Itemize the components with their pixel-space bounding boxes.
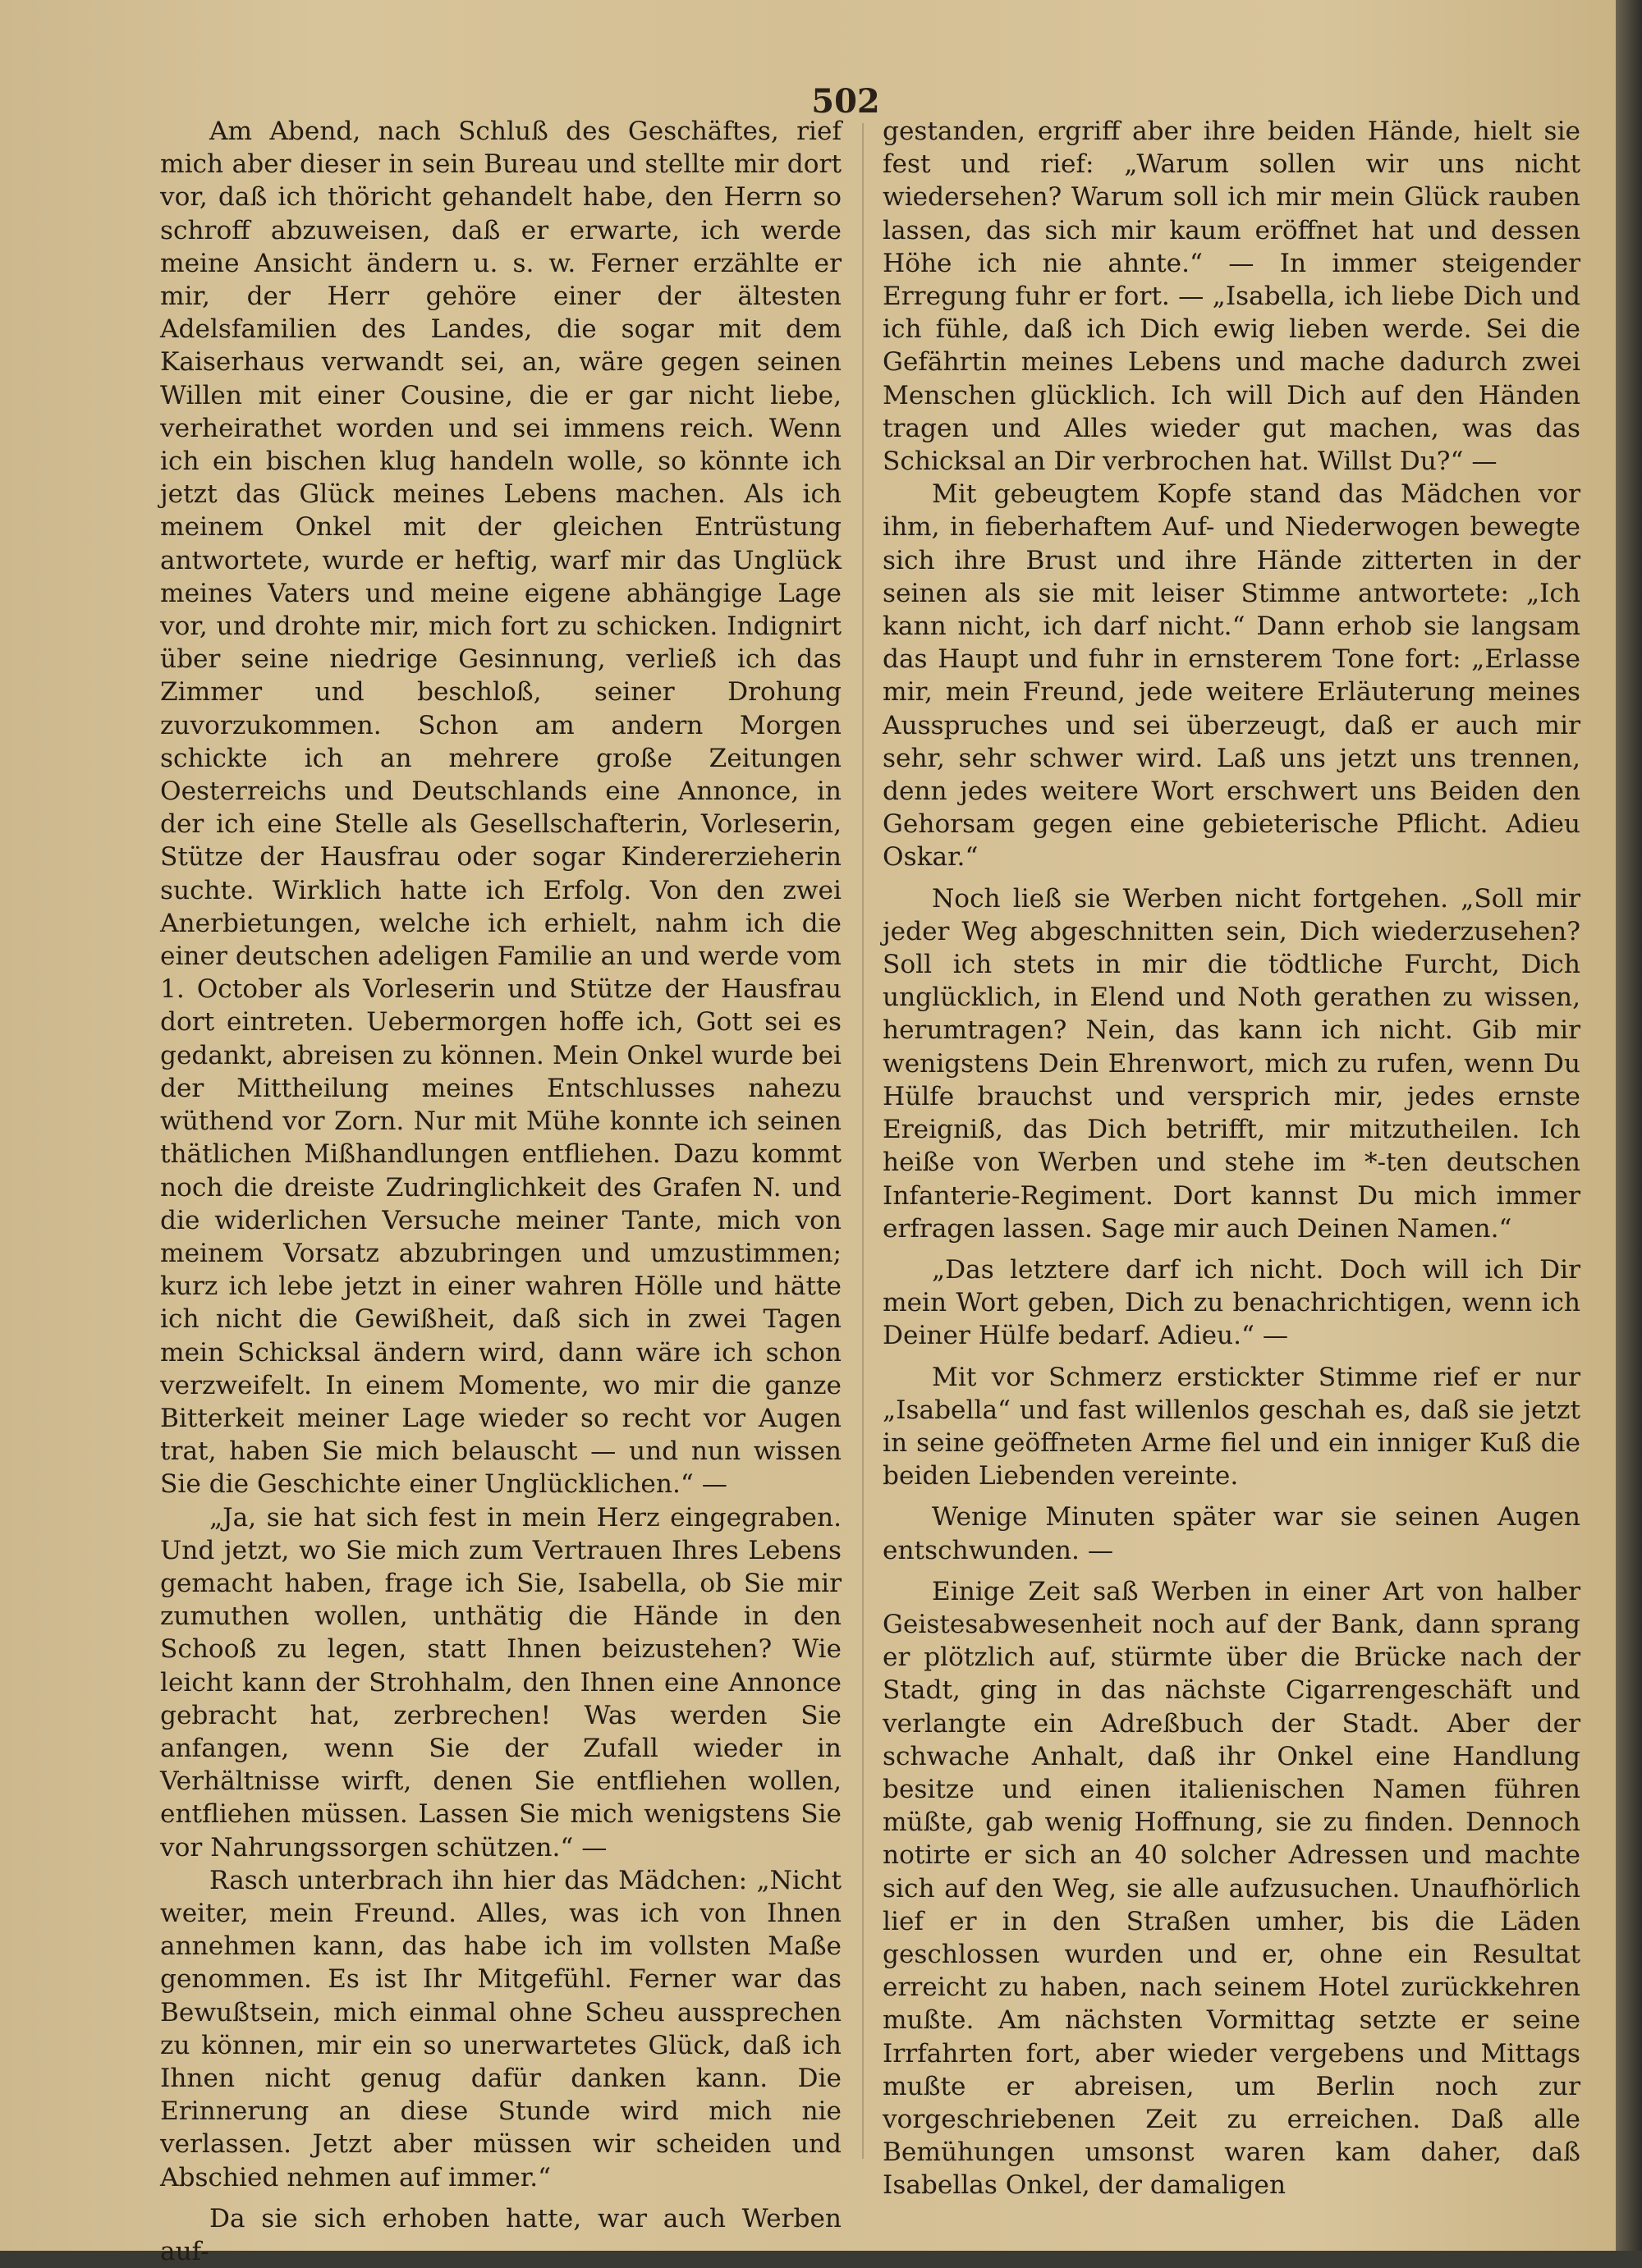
paragraph: Mit vor Schmerz erstickter Stimme rief er nur „Isabella“ und fast willenlos geschah es, daß sie jetzt in seine geöffneten Arme fiel und ein inniger Kuß die beiden Liebenden vereinte. <box>883 1362 1580 1491</box>
paragraph: Rasch unterbrach ihn hier das Mädchen: „Nicht weiter, mein Freund. Alles, was ich von Ihnen annehmen kann, das habe ich im vollsten Maße genommen. Es ist Ihr Mitgefühl. Ferner war das Bewußtsein, mich einmal ohne Scheu aussprechen zu können, mir ein so unerwartetes Glück, daß ich Ihnen nicht genug dafür danken kann. Die Erinnerung an diese Stunde wird mich nie verlassen. Jetzt aber müssen wir scheiden und Abschied nehmen auf immer.“ <box>160 1865 842 2192</box>
book-binding-edge <box>1616 0 1642 2251</box>
paragraph: Mit gebeugtem Kopfe stand das Mädchen vor ihm, in fieberhaftem Auf- und Niederwogen bewegte sich ihre Brust und ihre Hände zitterten in der seinen als sie mit leiser Stimme antwortete: „Ich kann nicht, ich darf nicht.“ Dann erhob sie langsam das Haupt und fuhr in ernsterem Tone fort: „Erlasse mir, mein Freund, jede weitere Erläuterung meines Ausspruches und sei überzeugt, daß er auch mir sehr, sehr schwer wird. Laß uns jetzt uns trennen, denn jedes weitere Wort erschwert uns Beiden den Gehorsam gegen eine gebieterische Pflicht. Adieu Oskar.“ <box>883 479 1580 873</box>
paragraph: Da sie sich erhoben hatte, war auch Werben auf- <box>160 2203 842 2266</box>
left-column <box>160 115 842 2268</box>
paragraph: „Das letztere darf ich nicht. Doch will ich Dir mein Wort geben, Dich zu benachrichtigen, wenn ich Deiner Hülfe bedarf. Adieu.“ — <box>883 1254 1580 1351</box>
column-divider <box>862 123 864 2159</box>
page-number: 502 <box>811 82 880 121</box>
paragraph: Noch ließ sie Werben nicht fortgehen. „Soll mir jeder Weg abgeschnitten sein, Dich wiederzusehen? Soll ich stets in mir die tödtliche Furcht, Dich unglücklich, in Elend und Noth gerathen zu wissen, herumtragen? Nein, das kann ich nicht. Gib mir wenigstens Dein Ehrenwort, mich zu rufen, wenn Du Hülfe brauchst und versprich mir, jedes ernste Ereigniß, das Dich betrifft, mir mitzutheilen. Ich heiße von Werben und stehe im *-ten deutschen Infanterie-Regiment. Dort kannst Du mich immer erfragen lassen. Sage mir auch Deinen Namen.“ <box>883 883 1580 1244</box>
paragraph: Wenige Minuten später war sie seinen Augen entschwunden. — <box>883 1502 1580 1565</box>
paragraph: „Ja, sie hat sich fest in mein Herz eingegraben. Und jetzt, wo Sie mich zum Vertrauen Ihres Lebens gemacht haben, frage ich Sie, Isabella, ob Sie mir zumuthen wollen, unthätig die Hände in den Schooß zu legen, statt Ihnen beizustehen? Wie leicht kann der Strohhalm, den Ihnen eine Annonce gebracht hat, zerbrechen! Was werden Sie anfangen, wenn Sie der Zufall wieder in Verhältnisse wirft, denen Sie entfliehen wollen, entfliehen müssen. Lassen Sie mich wenigstens Sie vor Nahrungssorgen schützen.“ — <box>160 1502 842 1863</box>
paragraph: Am Abend, nach Schluß des Geschäftes, rief mich aber dieser in sein Bureau und stellte mir dort vor, daß ich thöricht gehandelt habe, den Herrn so schroff abzuweisen, daß er erwarte, ich werde meine Ansicht ändern u. s. w. Ferner erzählte er mir, der Herr gehöre einer der ältesten Adelsfamilien des Landes, die sogar mit dem Kaiserhaus verwandt sei, an, wäre gegen seinen Willen mit einer Cousine, die er gar nicht liebe, verheirathet worden und sei immens reich. Wenn ich ein bischen klug handeln wolle, so könnte ich jetzt das Glück meines Lebens machen. Als ich meinem Onkel mit der gleichen Entrüstung antwortete, wurde er heftig, warf mir das Unglück meines Vaters und meine eigene abhängige Lage vor, und drohte mir, mich fort zu schicken. Indignirt über seine niedrige Gesinnung, verließ ich das Zimmer und beschloß, seiner Drohung zuvorzukommen. Schon am andern Morgen schickte ich an mehrere große Zeitungen Oesterreichs und Deutschlands eine Annonce, in der ich eine Stelle als Gesellschafterin, Vorleserin, Stütze der Hausfrau oder sogar Kindererzieherin suchte. Wirklich hatte ich Erfolg. Von den zwei Anerbietungen, welche ich erhielt, nahm ich die einer deutschen adeligen Familie an und werde vom 1. October als Vorleserin und Stütze der Hausfrau dort eintreten. Uebermorgen hoffe ich, Gott sei es gedankt, abreisen zu können. Mein Onkel wurde bei der Mittheilung meines Entschlusses nahezu wüthend vor Zorn. Nur mit Mühe konnte ich seinen thätlichen Mißhandlungen entfliehen. Dazu kommt noch die dreiste Zudringlichkeit des Grafen N. und die widerlichen Versuche meiner Tante, mich von meinem Vorsatz abzubringen und umzustimmen; kurz ich lebe jetzt in einer wahren Hölle und hätte ich nicht die Gewißheit, daß sich in zwei Tagen mein Schicksal ändern wird, dann wäre ich schon verzweifelt. In einem Momente, wo mir die ganze Bitterkeit meiner Lage wieder so recht vor Augen trat, haben Sie mich belauscht — und nun wissen Sie die Geschichte einer Unglücklichen.“ — <box>160 117 842 1500</box>
right-column <box>883 115 1580 2202</box>
paragraph: Einige Zeit saß Werben in einer Art von halber Geistesabwesenheit noch auf der Bank, dann sprang er plötzlich auf, stürmte über die Brücke nach der Stadt, ging in das nächste Cigarrengeschäft und verlangte ein Adreßbuch der Stadt. Aber der schwache Anhalt, daß ihr Onkel eine Handlung besitze und einen italienischen Namen führen müßte, gab wenig Hoffnung, sie zu finden. Dennoch notirte er sich an 40 solcher Adressen und machte sich auf den Weg, sie alle aufzusuchen. Unaufhörlich lief er in den Straßen umher, bis die Läden geschlossen wurden und er, ohne ein Resultat erreicht zu haben, nach seinem Hotel zurückkehren mußte. Am nächsten Vormittag setzte er seine Irrfahrten fort, aber wieder vergebens und Mittags mußte er abreisen, um Berlin noch zur vorgeschriebenen Zeit zu erreichen. Daß alle Bemühungen umsonst waren kam daher, daß Isabellas Onkel, der damaligen <box>883 1576 1580 2201</box>
paragraph: gestanden, ergriff aber ihre beiden Hände, hielt sie fest und rief: „Warum sollen wir uns nicht wiedersehen? Warum soll ich mir mein Glück rauben lassen, das sich mir kaum eröffnet hat und dessen Höhe ich nie ahnte.“ — In immer steigender Erregung fuhr er fort. — „Isabella, ich liebe Dich und ich fühle, daß ich Dich ewig lieben werde. Sei die Gefährtin meines Lebens und mache dadurch zwei Menschen glücklich. Ich will Dich auf den Händen tragen und Alles wieder gut machen, was das Schicksal an Dir verbrochen hat. Willst Du?“ — <box>883 117 1580 477</box>
